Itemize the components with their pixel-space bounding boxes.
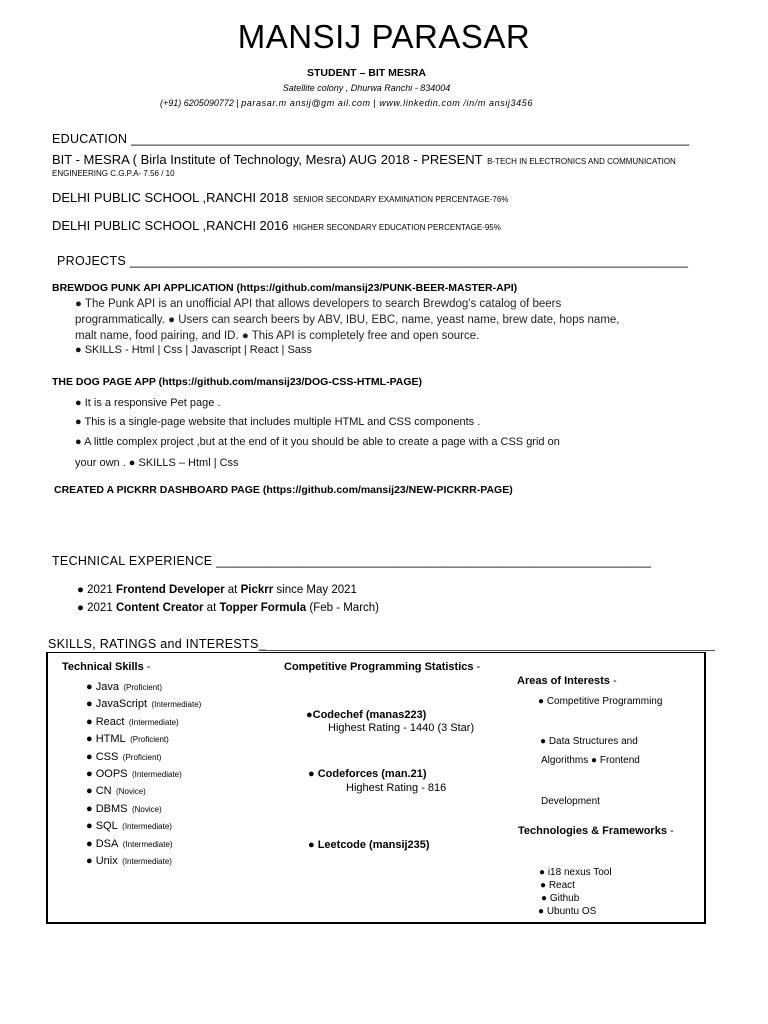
- skill-name: ● HTML: [86, 733, 126, 746]
- interests-dash: -: [613, 675, 617, 687]
- project-dog-page-line-1: ● It is a responsive Pet page .: [75, 397, 221, 409]
- codeforces-rating: Highest Rating - 816: [346, 782, 447, 794]
- interest-item: Development: [541, 796, 600, 807]
- interests-title: Areas of Interests: [517, 675, 610, 687]
- technical-skill-item: [86, 677, 162, 695]
- candidate-address: Satellite colony , Dhurwa Ranchi - 834004: [282, 83, 451, 93]
- linkedin-link[interactable]: | www.linkedin.com /in/m ansij3456: [373, 98, 533, 108]
- education-dps-2016-detail: HIGHER SECONDARY EDUCATION PERCENTAGE-95%: [292, 223, 501, 232]
- education-dps-2018-main: DELHI PUBLIC SCHOOL ,RANCHI 2018: [52, 190, 289, 205]
- framework-item: ● i18 nexus Tool: [539, 867, 612, 878]
- cp-stats-title: Competitive Programming Statistics: [284, 661, 474, 673]
- project-brewdog-line-2: programmatically. ● Users can search beers by ABV, IBU, EBC, name, yeast name, brew date, hops name,: [75, 314, 620, 326]
- skill-name: ● JavaScript: [86, 698, 148, 711]
- technical-skills-title: Technical Skills: [62, 661, 144, 673]
- tech-frameworks-heading: [518, 825, 674, 837]
- education-heading: EDUCATION _____________________________________________________________________________: [52, 132, 690, 146]
- technical-skill-item: [86, 694, 201, 712]
- leetcode-handle: ● Leetcode (mansij235): [308, 839, 430, 851]
- technical-skill-item: [86, 747, 161, 765]
- education-dps-2018-detail: SENIOR SECONDARY EXAMINATION PERCENTAGE-76%: [292, 195, 509, 204]
- project-brewdog-line-1: ● The Punk API is an unofficial API that allows developers to search Brewdog's catalog of beers: [75, 298, 562, 310]
- experience-company: Topper Formula: [219, 602, 307, 614]
- education-bit: [52, 151, 676, 169]
- codechef-rating: Highest Rating - 1440 (3 Star): [328, 722, 475, 734]
- technical-skill-item: [86, 851, 172, 869]
- education-dps-2016-main: DELHI PUBLIC SCHOOL ,RANCHI 2016: [52, 218, 289, 233]
- project-dog-page-line-3: ● A little complex project ,but at the end of it you should be able to create a page with a CSS grid on: [75, 436, 560, 448]
- codeforces-handle: ● Codeforces (man.21): [308, 768, 427, 780]
- technical-skill-item: [86, 816, 172, 834]
- project-pickrr-title: CREATED A PICKRR DASHBOARD PAGE (https://github.com/mansij23/NEW-PICKRR-PAGE): [54, 484, 513, 496]
- phone-number: (+91) 6205090772 |: [160, 98, 239, 108]
- skill-level: (Intermediate): [122, 822, 172, 832]
- experience-at: at: [206, 602, 217, 614]
- skills-heading: SKILLS, RATINGS and INTERESTS_: [48, 637, 266, 651]
- project-dog-page-line-2: ● This is a single-page website that includes multiple HTML and CSS components .: [75, 416, 481, 428]
- project-brewdog-line-3: malt name, food pairing, and ID. ● This API is completely free and open source.: [75, 330, 480, 342]
- experience-period: (Feb - March): [309, 602, 380, 614]
- project-dog-page-title: THE DOG PAGE APP (https://github.com/mansij23/DOG-CSS-HTML-PAGE): [52, 376, 423, 388]
- technical-skills-heading: [62, 661, 150, 673]
- projects-heading: PROJECTS _____________________________________________________________________________: [57, 254, 689, 268]
- skill-name: ● Java: [86, 681, 119, 693]
- codechef-handle: ●Codechef (manas223): [306, 709, 427, 721]
- tech-frameworks-title: Technologies & Frameworks: [518, 825, 667, 837]
- skill-level: (Novice): [116, 787, 146, 797]
- skill-level: (Intermediate): [122, 839, 173, 849]
- interest-item: ● Competitive Programming: [538, 696, 663, 707]
- project-brewdog-skills: ● SKILLS - Html | Css | Javascript | React | Sass: [75, 344, 312, 356]
- experience-period: since May 2021: [276, 584, 357, 596]
- skill-level: (Proficient): [123, 683, 163, 692]
- candidate-name: MANSIJ PARASAR: [237, 18, 531, 55]
- technical-skill-item: [86, 799, 162, 817]
- experience-year: ● 2021: [77, 602, 113, 614]
- tech-frameworks-dash: -: [670, 825, 674, 837]
- skill-name: ● SQL: [86, 820, 118, 833]
- skill-level: (Proficient): [130, 735, 169, 745]
- candidate-subtitle: STUDENT – BIT MESRA: [306, 67, 426, 79]
- skill-level: (Intermediate): [131, 770, 182, 779]
- skill-name: ● CSS: [86, 750, 119, 763]
- technical-skill-item: [86, 834, 173, 852]
- technical-skill-item: [86, 712, 179, 730]
- education-bit-degree: B-TECH IN ELECTRONICS AND COMMUNICATION: [487, 157, 676, 166]
- cp-stats-heading: [284, 661, 480, 673]
- framework-item: ● React: [540, 880, 575, 891]
- experience-company: Pickrr: [240, 584, 274, 596]
- experience-year: ● 2021: [77, 584, 113, 596]
- experience-role: Content Creator: [115, 602, 204, 614]
- skill-level: (Intermediate): [128, 717, 179, 727]
- experience-role: Frontend Developer: [115, 584, 225, 596]
- education-dps-2016: [52, 217, 501, 235]
- experience-at: at: [227, 584, 238, 596]
- interest-item: Algorithms ● Frontend: [541, 755, 640, 766]
- email-address: parasar.m ansij@gm ail.com: [241, 98, 371, 108]
- skill-name: ● React: [86, 715, 125, 728]
- education-bit-cgpa: ENGINEERING C.G.P.A- 7.56 / 10: [52, 169, 175, 178]
- skill-name: ● DBMS: [86, 802, 128, 815]
- project-brewdog-title: BREWDOG PUNK API APPLICATION (https://github.com/mansij23/PUNK-BEER-MASTER-API): [52, 282, 518, 294]
- technical-skill-item: [86, 781, 146, 799]
- project-dog-page-line-4: your own . ● SKILLS – Html | Css: [75, 457, 239, 469]
- technical-skills-dash: -: [146, 661, 151, 673]
- skill-name: ● CN: [86, 785, 112, 798]
- experience-item-topper: [77, 602, 379, 614]
- skill-name: ● Unix: [86, 855, 118, 867]
- cp-stats-dash: -: [476, 661, 481, 673]
- experience-heading: TECHNICAL EXPERIENCE ____________________________________________________________: [52, 554, 652, 568]
- education-bit-main: BIT - MESRA ( Birla Institute of Technology, Mesra) AUG 2018 - PRESENT: [52, 152, 483, 167]
- technical-skill-item: [86, 729, 169, 747]
- skill-level: (Proficient): [122, 752, 162, 762]
- skill-name: ● OOPS: [86, 768, 128, 780]
- skill-level: (Intermediate): [122, 857, 172, 866]
- skill-level: (Intermediate): [151, 700, 202, 710]
- framework-item: ● Github: [541, 893, 580, 904]
- skill-name: ● DSA: [86, 837, 119, 850]
- framework-item: ● Ubuntu OS: [538, 906, 597, 917]
- interest-item: ● Data Structures and: [540, 736, 638, 747]
- technical-skill-item: [86, 764, 182, 782]
- contact-line: [0, 98, 693, 108]
- education-dps-2018: [52, 189, 508, 207]
- skills-heading-rule: [260, 650, 715, 651]
- experience-item-pickrr: [77, 584, 357, 596]
- interests-heading: [517, 675, 617, 687]
- skill-level: (Novice): [131, 804, 162, 814]
